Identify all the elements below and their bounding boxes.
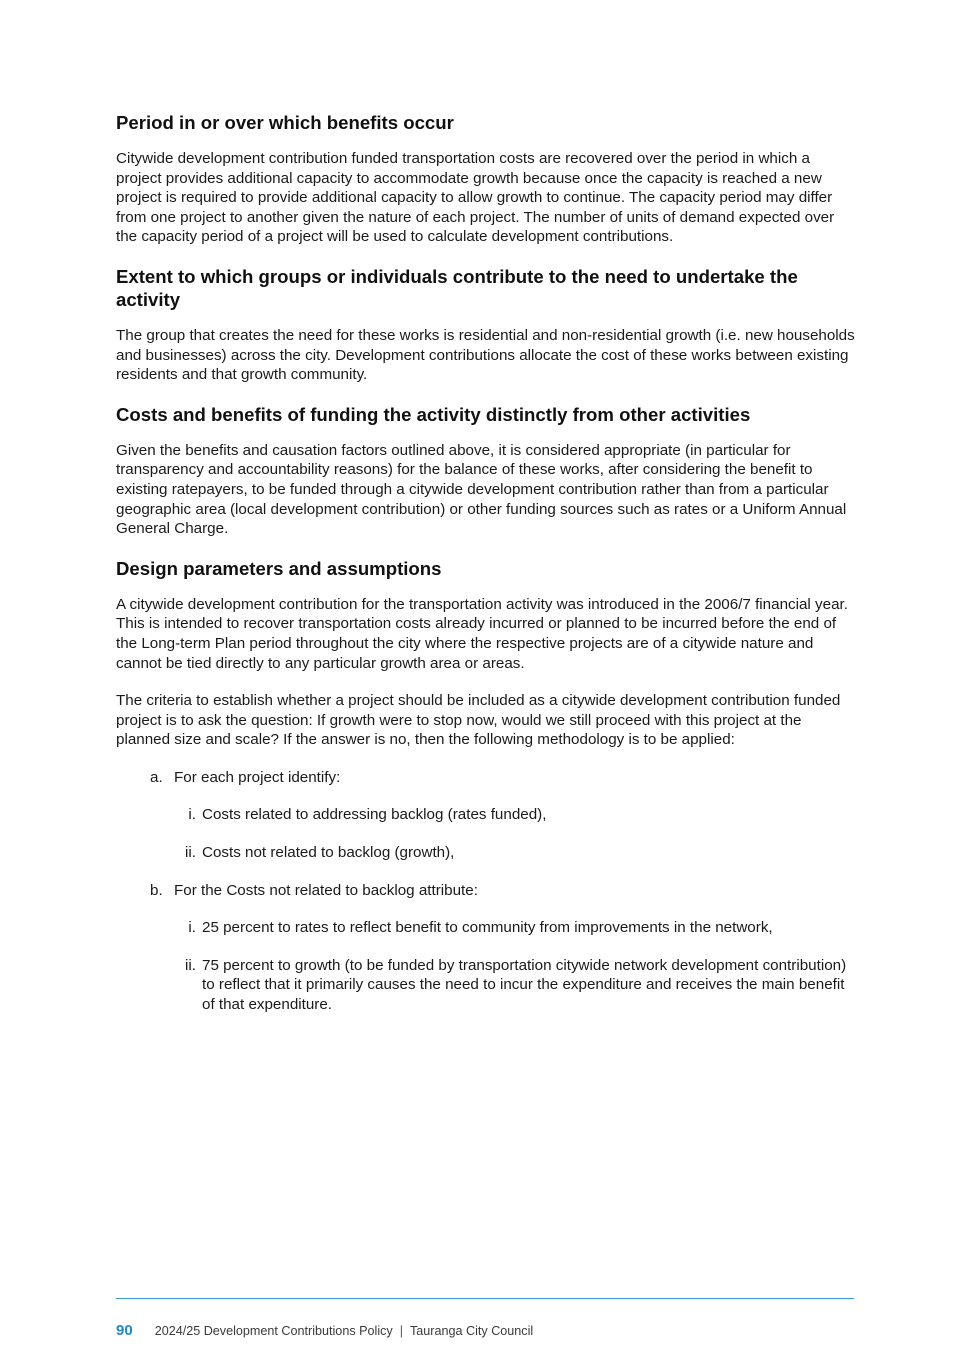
section-costs-benefits (116, 403, 856, 539)
list-item (116, 768, 856, 788)
list-item (116, 881, 856, 901)
document-title: 2024/25 Development Contributions Policy (154, 1324, 393, 1338)
section-paragraph: A citywide development contribution for the transportation activity was introduced in the 2006/7 financial year. This is intended to recover transportation costs already incurred or planned to be incurred before the end of the Long-term Plan period throughout the city where the respective projects are of a citywide nature and cannot be tied directly to any particular growth area or areas. (116, 595, 848, 672)
section-paragraph: The group that creates the need for these works is residential and non-residential growth (i.e. new households and businesses) across the city. Development contributions allocate the cost of these works between existing residents and that growth community. (116, 326, 855, 384)
section-heading: Extent to which groups or individuals contribute to the need to undertake the activity (116, 265, 798, 310)
footer-separator: | (399, 1324, 403, 1338)
list-item-text: 75 percent to growth (to be funded by transportation citywide network development contribution) to reflect that it primarily causes the need to incur the expenditure and receives the main benefit of that expenditure. (202, 956, 847, 1014)
list-marker: b. (150, 881, 163, 899)
sub-list-item (116, 956, 856, 1015)
sub-list-item (116, 805, 856, 825)
list-item-text: 25 percent to rates to reflect benefit to community from improvements in the network, (202, 919, 773, 937)
section-paragraph: Citywide development contribution funded transportation costs are recovered over the period in which a project provides additional capacity to accommodate growth because once the capacity is reached a new project is required to provide additional capacity to allow growth to continue. The capacity period may differ from one project to another given the nature of each project. The number of units of demand expected over the capacity period of a project will be used to calculate development contributions. (116, 150, 835, 246)
section-groups-contribute (116, 265, 856, 385)
list-item-text: For the Costs not related to backlog attribute: (174, 881, 478, 899)
list-item-text: For each project identify: (174, 768, 341, 786)
list-marker: a. (150, 768, 163, 786)
footer-divider (116, 1298, 854, 1299)
section-paragraph: Given the benefits and causation factors outlined above, it is considered appropriate (in particular for transparency and accountability reasons) for the balance of these works, after considering the benefit to existing ratepayers, to be funded through a citywide development contribution rather than from a particular geographic area (local development contribution) or other funding sources such as rates or a Uniform Annual General Charge. (116, 441, 847, 538)
list-marker: i. (188, 806, 196, 824)
organisation-name: Tauranga City Council (410, 1324, 534, 1338)
list-marker: ii. (185, 956, 196, 974)
section-paragraph: The criteria to establish whether a project should be included as a citywide development contribution funded project is to ask the question: If growth were to stop now, would we still proceed with this project at the planned size and scale? If the answer is no, then the following methodology is to be applied: (116, 692, 841, 749)
section-design-parameters (116, 557, 856, 1015)
section-heading: Period in or over which benefits occur (116, 112, 454, 133)
sub-list-item (116, 918, 856, 938)
list-item-text: Costs not related to backlog (growth), (202, 844, 455, 862)
list-item-text: Costs related to addressing backlog (rates funded), (202, 806, 547, 824)
list-marker: ii. (185, 844, 196, 862)
methodology-list (116, 768, 856, 1015)
list-marker: i. (188, 919, 196, 937)
section-benefits-period (116, 111, 856, 247)
sub-list-item (116, 843, 856, 863)
section-heading: Design parameters and assumptions (116, 557, 442, 579)
section-heading: Costs and benefits of funding the activity distinctly from other activities (116, 403, 751, 425)
page-number: 90 (116, 1322, 133, 1339)
page-content (116, 111, 856, 1033)
page-footer (116, 1322, 533, 1339)
